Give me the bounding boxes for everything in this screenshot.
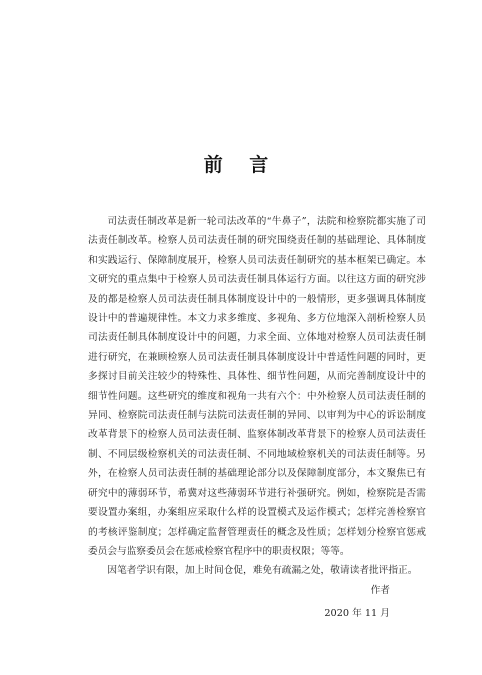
preface-body (88, 212, 426, 581)
preface-date: 2020 年 11 月 (324, 608, 390, 619)
body-paragraph-closing: 因笔者学识有限，加上时间仓促，难免有疏漏之处，敬请读者批评指正。 (107, 565, 418, 577)
body-paragraph-main: 司法责任制改革是新一轮司法改革的“牛鼻子”，法院和检察院都实施了司法责任制改革。检察人员司法责任制的研究围绕责任制的基础理论、具体制度和实践运行、保障制度展开，检察人员司法责任制研究的基本框架已确定。本文研究的重点集中于检察人员司法责任制具体运行方面。以往这方面的研究涉及的都是检察人员司法责任制具体制度设计中的一般情形，更多强调具体制度设计中的普遍规律性。本文力求多维度、多视角、多方位地深入剖析检察人员司法责任制具体制度设计中的问题，力求全面、立体地对检察人员司法责任制进行研究，在兼顾检察人员司法责任制具体制度设计中普适性问题的同时，更多探讨目前关注较少的特殊性、具体性、细节性问题，从而完善制度设计中的细节性问题。这些研究的维度和视角一共有六个：中外检察人员司法责任制的异同、检察院司法责任制与法院司法责任制的异同、以审判为中心的诉讼制度改革背景下的检察人员司法责任制、监察体制改革背景下的检察人员司法责任制、不同层级检察机关的司法责任制、不同地域检察机关的司法责任制等。另外，在检察人员司法责任制的基础理论部分以及保障制度部分，本文聚焦已有研究中的薄弱环节，希冀对这些薄弱环节进行补强研究。例如，检察院是否需要设置办案组，办案组应采取什么样的设置模式及运作模式；怎样完善检察官的考核评鉴制度；怎样确定监督管理责任的概念及性质；怎样划分检察官惩戒委员会与监察委员会在惩戒检察官程序中的职责权限；等等。 (88, 216, 426, 557)
author-signature: 作者 (370, 585, 390, 596)
preface-title: 前 言 (203, 154, 279, 176)
